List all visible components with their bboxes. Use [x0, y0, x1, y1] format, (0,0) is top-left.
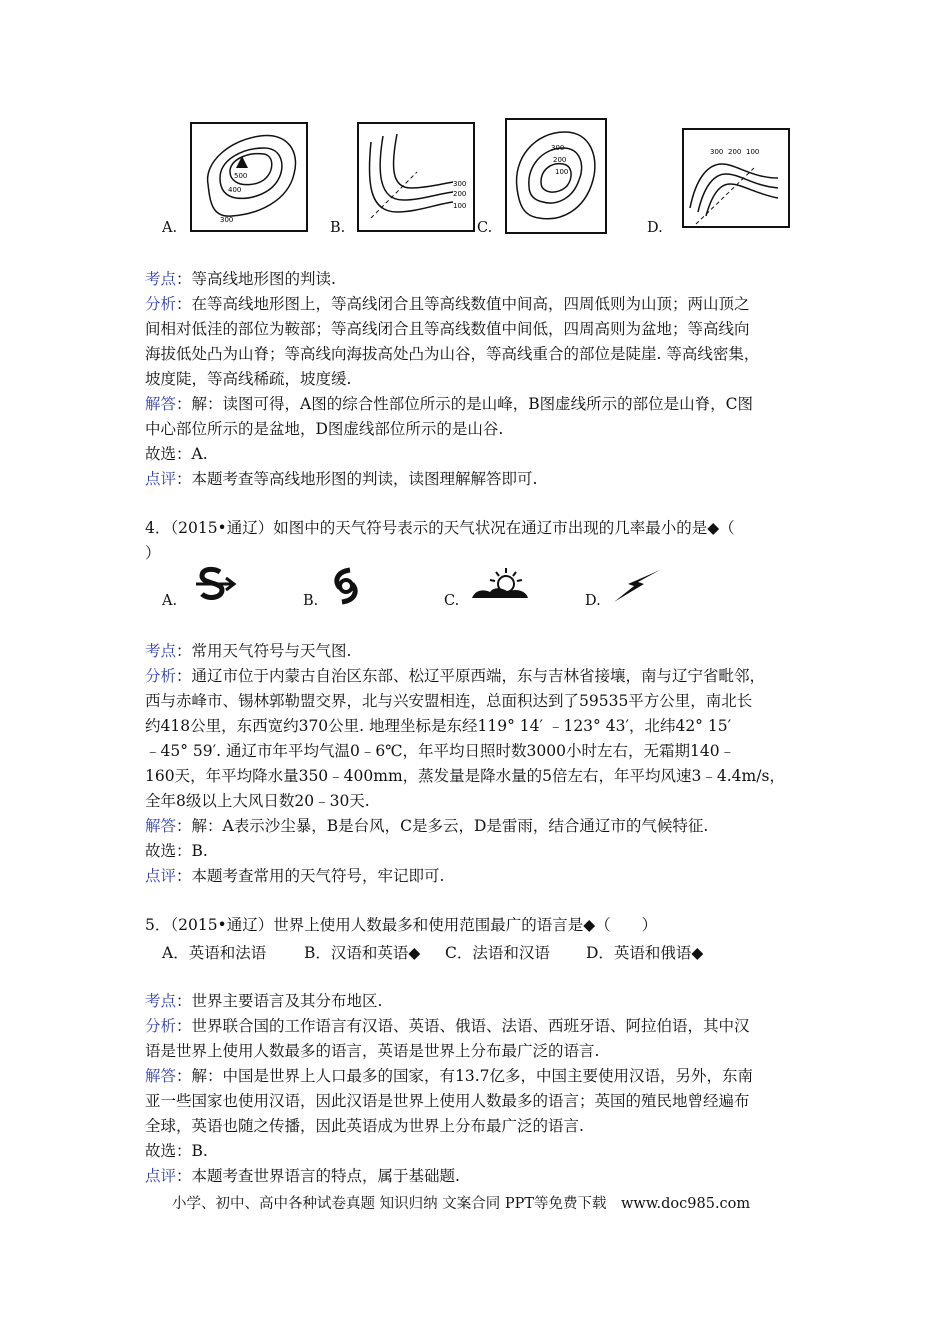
q4-fenxi-line: ：通辽市位于内蒙古自治区东部、松辽平原西端，东与吉林省接壤，南与辽宁省毗邻，: [176, 667, 766, 685]
q3-dianping-text: ：本题考查等高线地形图的判读，读图理解解答即可.: [176, 470, 538, 488]
q4-stem: 4．（2015•通辽）如图中的天气符号表示的天气状况在通辽市出现的几率最小的是◆（: [145, 519, 735, 537]
svg-text:400: 400: [228, 186, 242, 194]
q4-dianping-text: ：本题考查常用的天气符号，牢记即可.: [176, 867, 445, 885]
q5-jieda-line: 全球，英语也随之传播，因此英语成为世界上分布最广泛的语言.: [145, 1117, 584, 1135]
q4-dianping: [145, 866, 444, 886]
q5-dianping-label: 点评: [145, 1167, 177, 1185]
q3-jieda-label: 解答: [145, 395, 177, 413]
q4-fenxi-line: 160天，年平均降水量350﹣400mm，蒸发量是降水量的5倍左右，年平均风速3﹣4.4m/s，: [145, 767, 785, 785]
q5-jieda-line: 亚一些国家也使用汉语，因此汉语是世界上使用人数最多的语言；英国的殖民地曾经遍布: [145, 1092, 750, 1110]
q4-stem-cont: ）: [145, 544, 161, 562]
q3-fenxi-label: 分析: [145, 295, 177, 313]
q5-jieda-line: ：解：中国是世界上人口最多的国家，有13.7亿多，中国主要使用汉语，另外，东南: [176, 1067, 754, 1085]
thunderstorm-icon: [610, 568, 662, 608]
svg-text:300: 300: [453, 180, 467, 188]
svg-text:500: 500: [234, 172, 248, 180]
q4-jieda-text: ：解：A表示沙尘暴，B是台风，C是多云，D是雷雨，结合通辽市的气候特征.: [176, 817, 709, 835]
contour-map-b: [357, 122, 475, 236]
q4-jieda-label: 解答: [145, 817, 177, 835]
q3-option-a[interactable]: A.: [162, 220, 178, 236]
sandstorm-icon: [194, 564, 240, 608]
q4-option-d[interactable]: D.: [585, 593, 601, 609]
q3-kaodian: [145, 269, 336, 289]
q3-kaodian-label: 考点: [145, 270, 177, 288]
q4-dianping-label: 点评: [145, 867, 177, 885]
q4-answer: 故选：B.: [145, 842, 208, 860]
cloudy-icon: [470, 566, 530, 604]
q3-kaodian-text: ：等高线地形图的判读.: [176, 270, 336, 288]
typhoon-icon: [330, 566, 362, 610]
contour-map-d: [682, 128, 790, 232]
q4-fenxi-label: 分析: [145, 667, 177, 685]
svg-text:300: 300: [220, 216, 234, 224]
svg-text:100: 100: [746, 148, 760, 156]
contour-map-a: [190, 122, 308, 236]
svg-text:300: 300: [551, 144, 565, 152]
q3-jieda: [145, 394, 753, 414]
q5-dianping: [145, 1166, 460, 1186]
q5-option-d[interactable]: D．英语和俄语◆: [586, 944, 704, 962]
q3-fenxi: [145, 294, 750, 314]
q3-jieda-line: ：解：读图可得，A图的综合性部位所示的是山峰，B图虚线所示的部位是山脊，C图: [176, 395, 753, 413]
q3-jieda-line: 中心部位所示的是盆地，D图虚线部位所示的是山谷.: [145, 420, 504, 438]
q4-fenxi-line: 约418公里，东西宽约370公里. 地理坐标是东经119° 14′ ﹣123° 43′，北纬42° 15′: [145, 717, 732, 735]
q3-fenxi-line: 坡度陡，等高线稀疏，坡度缓.: [145, 370, 352, 388]
q5-dianping-text: ：本题考查世界语言的特点，属于基础题.: [176, 1167, 460, 1185]
q5-kaodian-label: 考点: [145, 992, 177, 1010]
svg-text:300: 300: [710, 148, 724, 156]
q5-option-a[interactable]: A．英语和法语: [162, 944, 267, 962]
q4-fenxi-line: 西与赤峰市、锡林郭勒盟交界，北与兴安盟相连，总面积达到了59535平方公里，南北长: [145, 692, 753, 710]
q5-option-b[interactable]: B．汉语和英语◆: [304, 944, 421, 962]
q3-fenxi-line: 间相对低洼的部位为鞍部；等高线闭合且等高线数值中间低，四周高则为盆地；等高线向: [145, 320, 750, 338]
q3-fenxi-line: ：在等高线地形图上，等高线闭合且等高线数值中间高，四周低则为山顶；两山顶之: [176, 295, 750, 313]
svg-text:200: 200: [553, 156, 567, 164]
q4-fenxi-line: 全年8级以上大风日数20﹣30天.: [145, 792, 370, 810]
q4-kaodian: [145, 641, 351, 661]
q3-fenxi-line: 海拔低处凸为山脊；等高线向海拔高处凸为山谷，等高线重合的部位是陡崖. 等高线密集，: [145, 345, 760, 363]
q5-option-c[interactable]: C．法语和汉语: [445, 944, 550, 962]
page-footer: 小学、初中、高中各种试卷真题 知识归纳 文案合同 PPT等免费下载 www.doc985.com: [172, 1196, 751, 1212]
q5-fenxi: [145, 1016, 750, 1036]
q4-option-c[interactable]: C.: [444, 593, 460, 609]
q3-option-c[interactable]: C.: [477, 220, 493, 236]
q4-fenxi-line: ﹣45° 59′. 通辽市年平均气温0﹣6℃，年平均日照时数3000小时左右，无霜期140﹣: [145, 742, 736, 760]
q5-fenxi-line: ：世界联合国的工作语言有汉语、英语、俄语、法语、西班牙语、阿拉伯语，其中汉: [176, 1017, 750, 1035]
svg-text:200: 200: [453, 190, 467, 198]
q3-answer: 故选：A.: [145, 445, 208, 463]
q5-stem: 5．（2015•通辽）世界上使用人数最多和使用范围最广的语言是◆（ ）: [145, 916, 658, 934]
q4-fenxi: [145, 666, 765, 686]
q5-fenxi-label: 分析: [145, 1017, 177, 1035]
q5-jieda: [145, 1066, 753, 1086]
q3-option-b[interactable]: B.: [330, 220, 346, 236]
q4-jieda: [145, 816, 708, 836]
q4-kaodian-label: 考点: [145, 642, 177, 660]
q3-dianping: [145, 469, 537, 489]
svg-text:200: 200: [728, 148, 742, 156]
q3-dianping-label: 点评: [145, 470, 177, 488]
q5-kaodian-text: ：世界主要语言及其分布地区.: [176, 992, 383, 1010]
svg-text:100: 100: [555, 168, 569, 176]
q5-fenxi-line: 语是世界上使用人数最多的语言，英语是世界上分布最广泛的语言.: [145, 1042, 600, 1060]
q3-option-d[interactable]: D.: [647, 220, 663, 236]
q4-option-a[interactable]: A.: [162, 593, 178, 609]
contour-map-c: [505, 118, 607, 238]
q4-kaodian-text: ：常用天气符号与天气图.: [176, 642, 352, 660]
q5-kaodian: [145, 991, 382, 1011]
q4-option-b[interactable]: B.: [303, 593, 319, 609]
q5-answer: 故选：B.: [145, 1142, 208, 1160]
q5-jieda-label: 解答: [145, 1067, 177, 1085]
svg-text:100: 100: [453, 202, 467, 210]
